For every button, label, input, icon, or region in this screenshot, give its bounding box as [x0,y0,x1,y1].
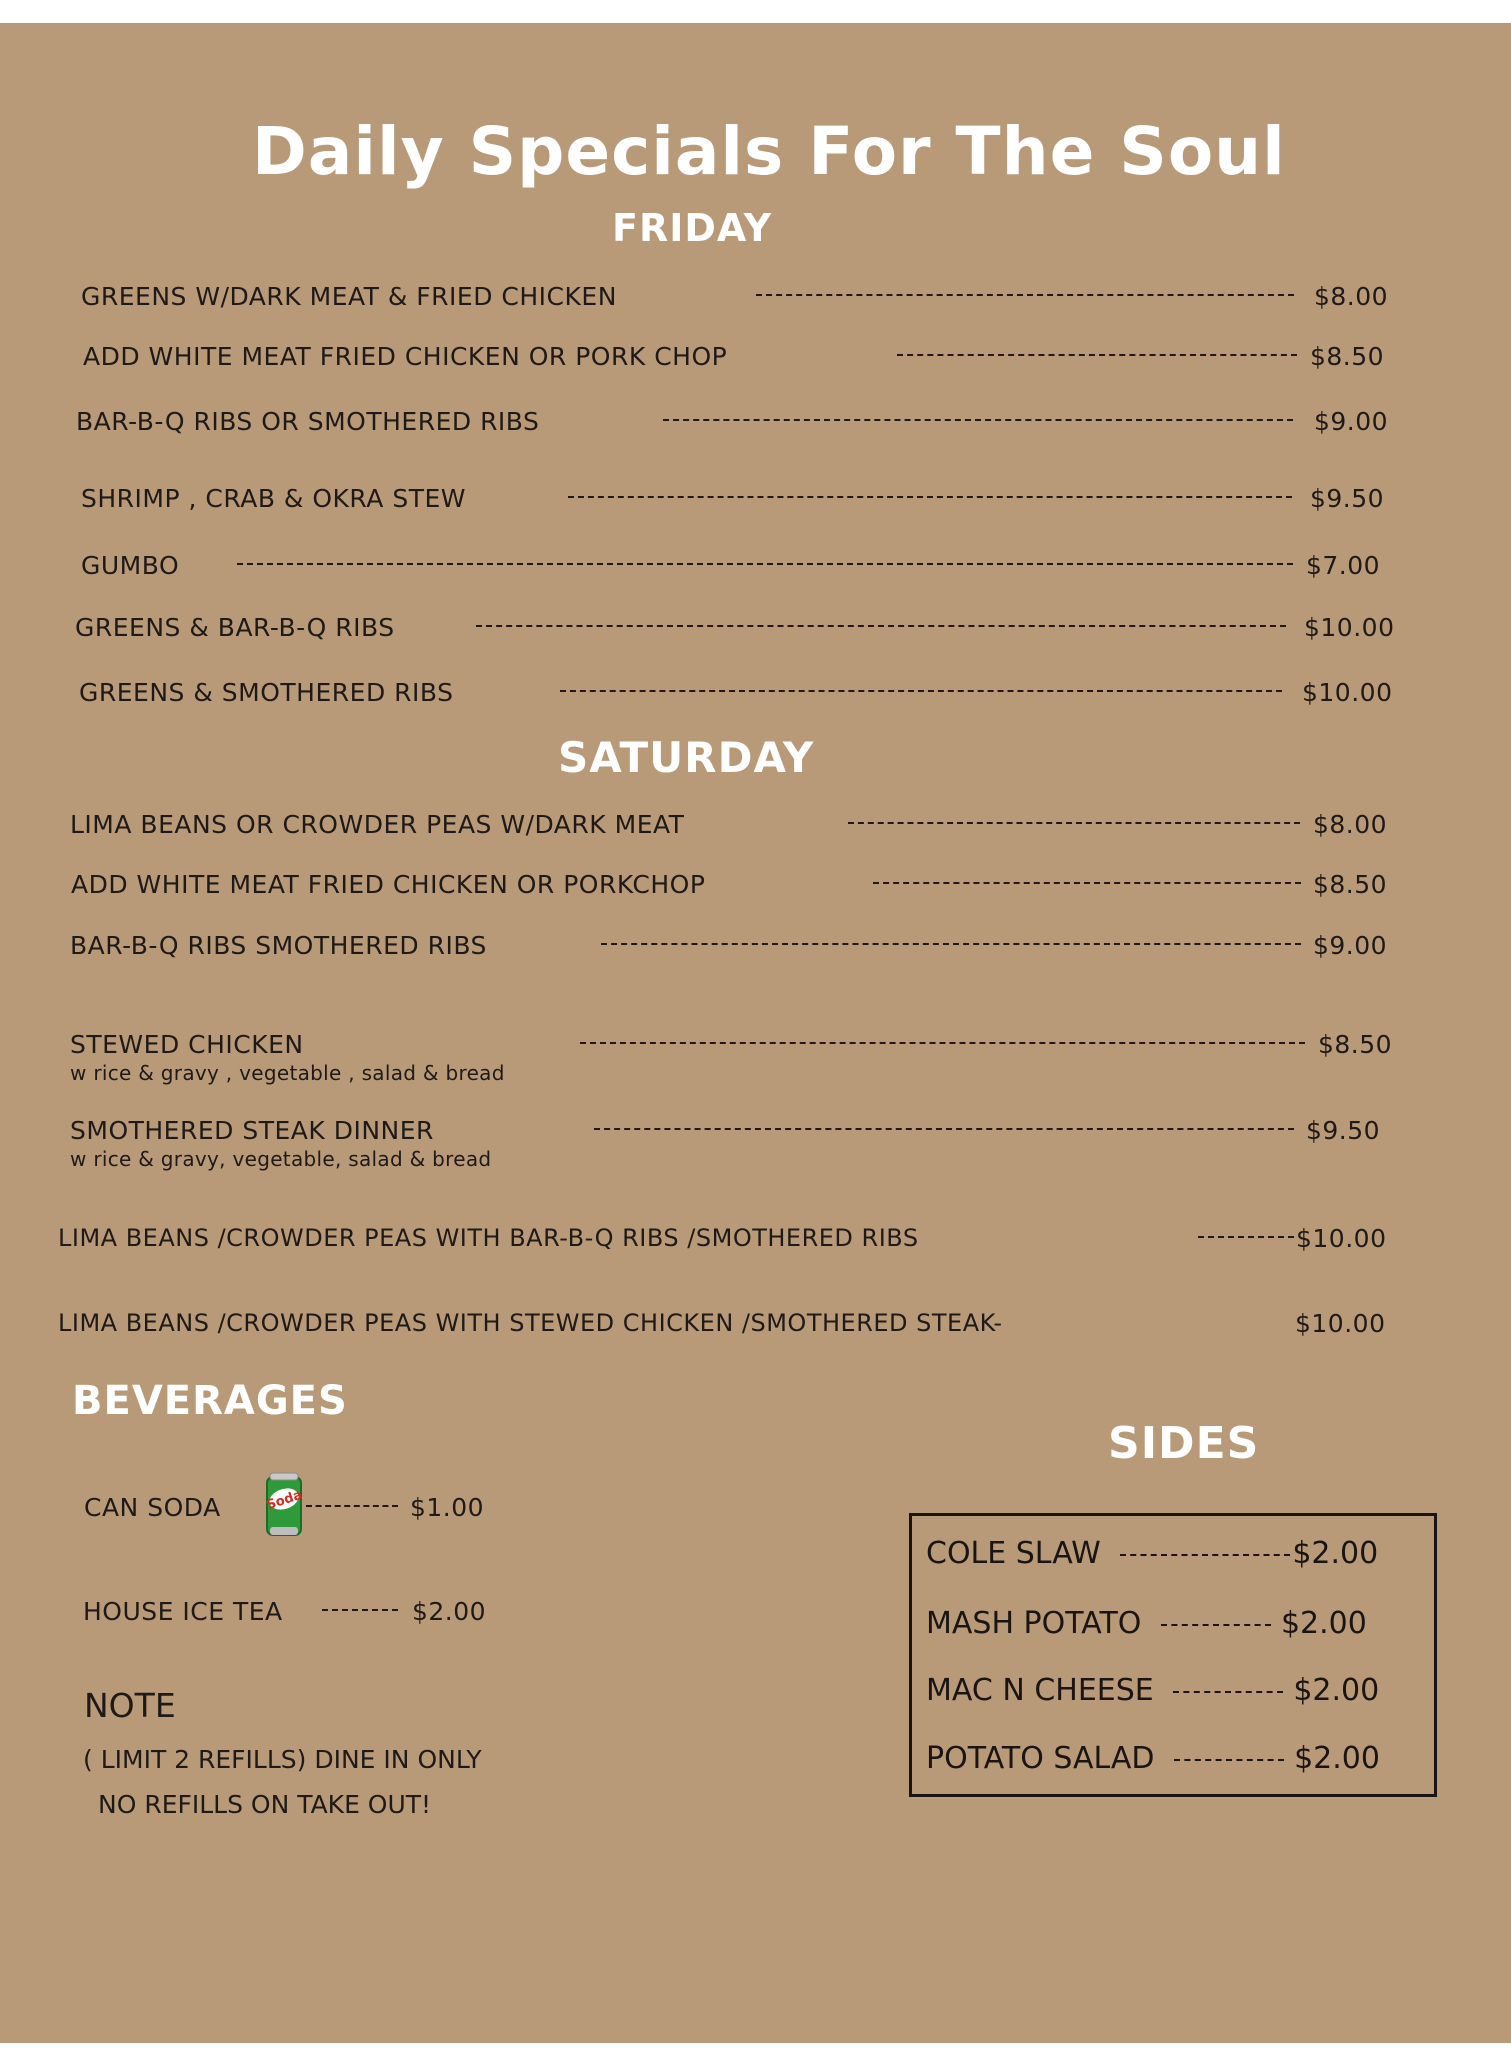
item-price: $8.50 [1318,1030,1393,1059]
item-name: LIMA BEANS OR CROWDER PEAS W/DARK MEAT [70,810,685,839]
menu-page [0,23,1511,2043]
dot-leader [663,419,1293,421]
item-price: $8.00 [1314,282,1389,311]
saturday-heading: SATURDAY [558,733,815,782]
item-name: BAR-B-Q RIBS SMOTHERED RIBS [70,931,487,960]
dot-leader [873,882,1301,884]
dot-leader [1161,1624,1271,1626]
item-name: LIMA BEANS /CROWDER PEAS WITH STEWED CHICKEN /SMOTHERED STEAK- [58,1309,1003,1337]
item-name: GUMBO [81,551,180,580]
side-item-cole-slaw [926,1536,1378,1571]
menu-title: Daily Specials For The Soul [252,113,1286,190]
item-price: $2.00 [1294,1741,1380,1776]
item-name: BAR-B-Q RIBS OR SMOTHERED RIBS [76,407,540,436]
item-name: MAC N CHEESE [926,1673,1154,1708]
item-name: GREENS W/DARK MEAT & FRIED CHICKEN [81,282,617,311]
item-price: $8.50 [1310,342,1385,371]
item-price: $9.00 [1313,931,1388,960]
side-item-mac-n-cheese [926,1673,1379,1708]
item-price: $8.50 [1313,870,1388,899]
item-name: STEWED CHICKEN [70,1030,304,1059]
item-price: $10.00 [1302,678,1393,707]
item-price: $9.50 [1310,484,1385,513]
dot-leader [1173,1691,1283,1693]
item-name: COLE SLAW [926,1536,1101,1571]
dot-leader [580,1042,1305,1044]
item-name: ADD WHITE MEAT FRIED CHICKEN OR PORK CHOP [83,342,728,371]
item-name: ADD WHITE MEAT FRIED CHICKEN OR PORKCHOP [71,870,706,899]
side-item-mash-potato [926,1606,1367,1641]
item-name: CAN SODA [84,1493,221,1522]
item-name: GREENS & SMOTHERED RIBS [79,678,454,707]
dot-leader [322,1609,398,1611]
note-line-2: NO REFILLS ON TAKE OUT! [98,1790,432,1819]
item-price: $2.00 [1292,1536,1379,1571]
beverages-heading: BEVERAGES [72,1378,348,1424]
item-description: w rice & gravy, vegetable, salad & bread [70,1147,492,1171]
item-name: MASH POTATO [926,1606,1142,1641]
item-price: $9.50 [1306,1116,1381,1145]
svg-text:Soda: Soda [264,1487,304,1514]
dot-leader [1174,1759,1284,1761]
item-price: $1.00 [410,1493,485,1522]
dot-leader [594,1128,1294,1130]
dot-leader [1120,1554,1290,1556]
item-price: $8.00 [1313,810,1388,839]
item-name: GREENS & BAR-B-Q RIBS [75,613,395,642]
item-price: $2.00 [412,1597,487,1626]
friday-heading: FRIDAY [612,206,773,250]
dot-leader [476,625,1286,627]
side-item-potato-salad [926,1741,1380,1776]
item-name: POTATO SALAD [926,1741,1155,1776]
dot-leader [560,690,1282,692]
item-name: SHRIMP , CRAB & OKRA STEW [81,484,466,513]
dot-leader [848,822,1300,824]
item-price: $2.00 [1280,1606,1367,1641]
sides-heading: SIDES [1108,1418,1260,1469]
item-price: $2.00 [1293,1673,1380,1708]
dot-leader [601,943,1301,945]
dot-leader [756,294,1294,296]
item-price: $9.00 [1314,407,1389,436]
item-price: $10.00 [1296,1224,1387,1253]
note-line-1: ( LIMIT 2 REFILLS) DINE IN ONLY [83,1745,482,1774]
dot-leader [237,563,1293,565]
dot-leader [1198,1236,1294,1238]
note-heading: NOTE [84,1686,176,1725]
item-name: LIMA BEANS /CROWDER PEAS WITH BAR-B-Q RIBS /SMOTHERED RIBS [58,1224,919,1252]
item-description: w rice & gravy , vegetable , salad & bread [70,1061,505,1085]
item-price: $7.00 [1306,551,1381,580]
dot-leader [897,354,1297,356]
soda-can-icon [264,1471,304,1539]
item-name: SMOTHERED STEAK DINNER [70,1116,434,1145]
sides-box [909,1513,1437,1797]
dot-leader [306,1505,398,1507]
item-name: HOUSE ICE TEA [83,1597,283,1626]
item-price: $10.00 [1295,1309,1386,1338]
dot-leader [568,496,1292,498]
item-price: $10.00 [1304,613,1395,642]
